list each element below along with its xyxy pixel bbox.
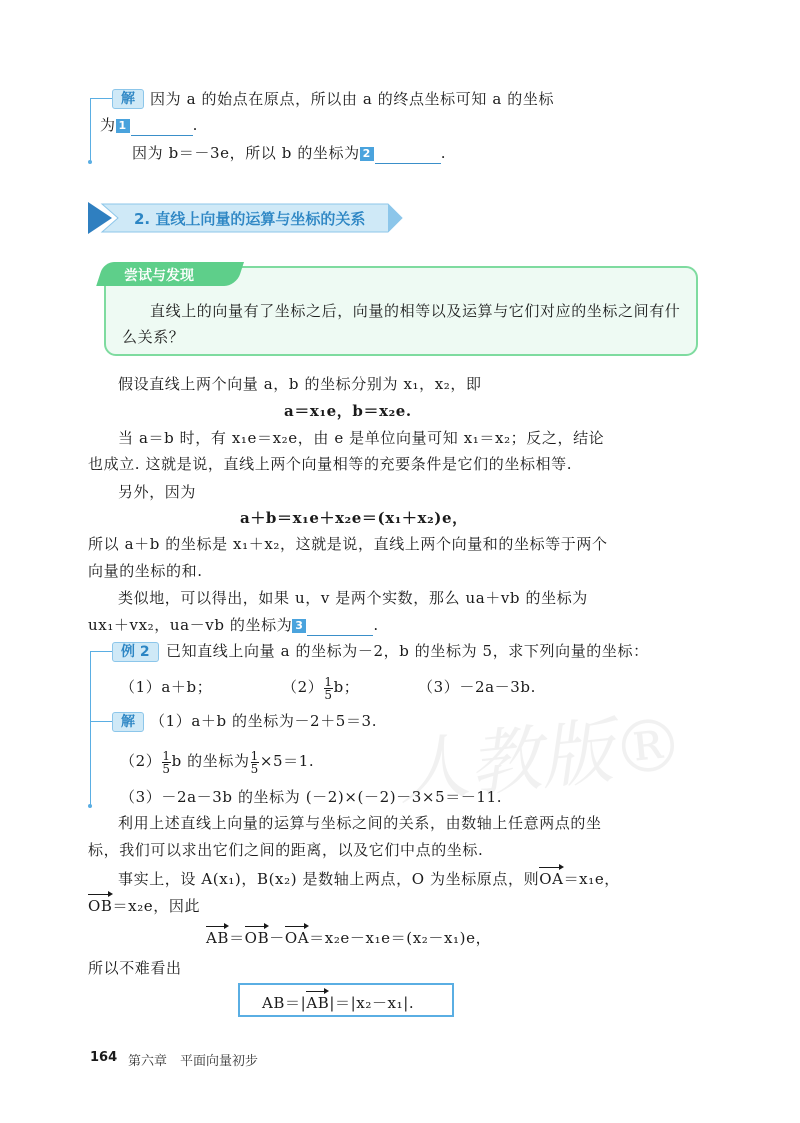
example-solution-connector [90,721,112,722]
blank-number-1: 1 [116,119,130,133]
example-tag: 例 2 [112,642,159,662]
body-para-4a: 所以 a＋b 的坐标是 x₁＋x₂，这就是说，直线上两个向量和的坐标等于两个 [88,535,608,553]
body-para-7a: 事实上，设 A(x₁)，B(x₂) 是数轴上两点，O 为坐标原点，则OA＝x₁e， [118,866,620,890]
body-para-1: 假设直线上两个向量 a，b 的坐标分别为 x₁，x₂，即 [118,375,482,393]
answer-blank-1[interactable] [131,118,193,136]
solution-2-tag: 解 [112,712,144,732]
example-item-3: （3）－2a－3b. [418,678,536,696]
solution-tag: 解 [112,89,144,109]
blank-number-3: 3 [292,619,306,633]
solution-rail [90,98,91,162]
equation-3: AB＝OB－OA＝x₂e－x₁e＝(x₂－x₁)e， [206,925,491,949]
page-number: 164 [90,1050,118,1065]
body-para-2b: 也成立. 这就是说，直线上两个向量相等的充要条件是它们的坐标相等. [88,455,573,473]
fraction-one-fifth-3: $\frac{1}{5}$ [250,748,259,776]
answer-blank-2[interactable] [375,146,441,164]
fraction-one-fifth-2: $\frac{1}{5}$ [162,748,171,776]
vector-OB: OB [88,893,113,917]
body-para-6b: 标，我们可以求出它们之间的距离，以及它们中点的坐标. [88,841,484,859]
solution-line-2: 为 1 . [100,116,198,134]
example-question: 已知直线上向量 a 的坐标为－2，b 的坐标为 5，求下列向量的坐标： [166,642,649,660]
explore-line-2: 么关系？ [122,328,185,346]
vector-AB-2: AB [306,990,329,1014]
watermark: 人教版® [393,701,689,815]
formula-box-text: AB＝|AB|＝|x₂－x₁|. [262,990,414,1014]
body-para-3: 另外，因为 [118,483,197,501]
equation-2: a＋b＝x₁e＋x₂e＝(x₁＋x₂)e， [240,509,468,527]
section-header [88,202,404,234]
fraction-one-fifth: $\frac{1}{5}$ [324,674,333,702]
solution-line-1: 因为 a 的始点在原点，所以由 a 的终点坐标可知 a 的坐标 [150,90,555,108]
blank-number-2: 2 [360,147,374,161]
vector-AB: AB [206,925,229,949]
body-para-4b: 向量的坐标的和. [88,562,203,580]
solution-2-step-2: （2） $\frac{1}{5}$ b 的坐标为 $\frac{1}{5}$ ×5＝1. [120,748,315,776]
chapter-title: 第六章 平面向量初步 [128,1054,259,1069]
example-connector [90,651,112,652]
solution-2-step-1: （1）a＋b 的坐标为－2＋5＝3. [150,712,378,730]
answer-blank-3[interactable] [307,618,373,636]
rail-end-dot [88,160,92,164]
vector-OB-2: OB [245,925,270,949]
explore-title: 尝试与发现 [124,268,194,284]
explore-line-1: 直线上的向量有了坐标之后，向量的相等以及运算与它们对应的坐标之间有什 [150,302,681,320]
body-para-2a: 当 a＝b 时，有 x₁e＝x₂e，由 e 是单位向量可知 x₁＝x₂；反之，结论 [118,429,605,447]
example-item-2: （2） $\frac{1}{5}$ b； [282,674,360,702]
body-para-7b: OB＝x₂e，因此 [88,893,200,917]
body-para-8: 所以不难看出 [88,959,182,977]
solution-2-step-3: （3）－2a－3b 的坐标为 (－2)×(－2)－3×5＝－11. [120,788,503,806]
solution-line-3: 因为 b＝－3e，所以 b 的坐标为 2 . [132,144,447,162]
vector-OA: OA [539,866,563,890]
example-rail-end-dot [88,804,92,808]
vector-OA-2: OA [285,925,309,949]
solution-connector [90,98,112,99]
example-rail [90,651,91,806]
body-para-5a: 类似地，可以得出，如果 u，v 是两个实数，那么 ua＋vb 的坐标为 [118,589,588,607]
body-para-6a: 利用上述直线上向量的运算与坐标之间的关系，由数轴上任意两点的坐 [118,814,602,832]
equation-1: a＝x₁e，b＝x₂e. [284,402,412,420]
section-title: 2. 直线上向量的运算与坐标的关系 [134,210,366,228]
body-para-5b: ux₁＋vx₂，ua－vb 的坐标为 3 . [88,616,379,634]
example-item-1: （1）a＋b； [120,678,213,696]
